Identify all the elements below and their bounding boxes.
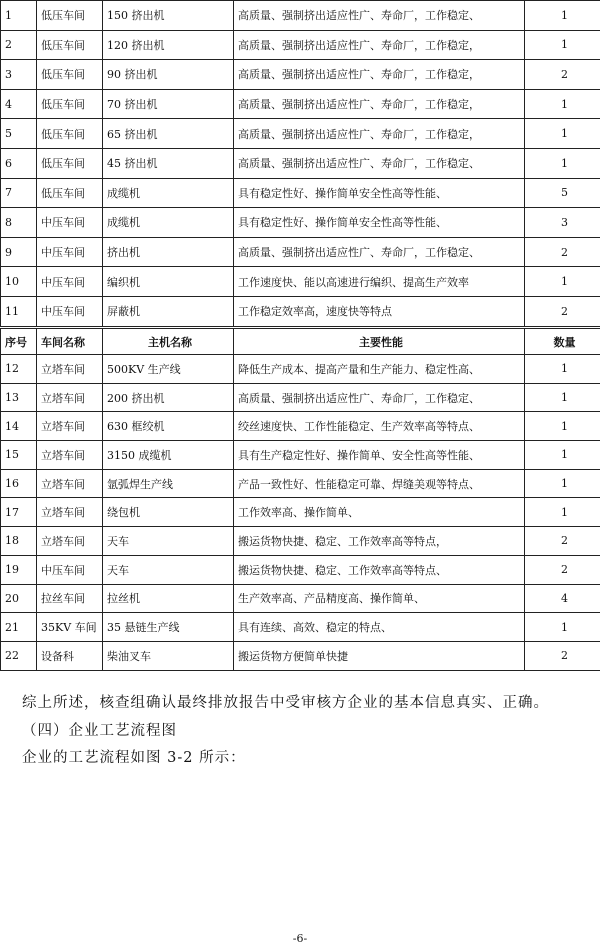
cell-qty: 3 bbox=[525, 208, 600, 238]
cell-workshop: 中压车间 bbox=[37, 296, 103, 326]
cell-no: 15 bbox=[1, 441, 37, 470]
cell-qty: 2 bbox=[525, 641, 600, 670]
cell-workshop: 立塔车间 bbox=[37, 527, 103, 556]
table-row bbox=[1, 469, 600, 498]
cell-performance: 具有稳定性好、操作简单安全性高等性能、 bbox=[234, 208, 525, 238]
cell-qty: 1 bbox=[525, 412, 600, 441]
cell-performance: 产品一致性好、性能稳定可靠、焊缝美观等特点、 bbox=[234, 469, 525, 498]
table-row bbox=[1, 355, 600, 384]
table-row bbox=[1, 30, 600, 60]
table-body-top bbox=[1, 1, 600, 327]
cell-qty: 1 bbox=[525, 383, 600, 412]
table-row bbox=[1, 60, 600, 90]
cell-machine: 65 挤出机 bbox=[103, 119, 234, 149]
cell-performance: 绞丝速度快、工作性能稳定、生产效率高等特点、 bbox=[234, 412, 525, 441]
cell-no: 3 bbox=[1, 60, 37, 90]
cell-machine: 120 挤出机 bbox=[103, 30, 234, 60]
cell-workshop: 设备科 bbox=[37, 641, 103, 670]
cell-qty: 1 bbox=[525, 119, 600, 149]
flow-intro-paragraph: 企业的工艺流程如图 3-2 所示： bbox=[22, 750, 246, 766]
cell-qty: 1 bbox=[525, 30, 600, 60]
table-row bbox=[1, 178, 600, 208]
cell-performance: 高质量、强制挤出适应性广、寿命厂，工作稳定， bbox=[234, 89, 525, 119]
cell-qty: 1 bbox=[525, 148, 600, 178]
table-row bbox=[1, 383, 600, 412]
cell-qty: 1 bbox=[525, 469, 600, 498]
table-row bbox=[1, 498, 600, 527]
cell-performance: 工作效率高、操作简单、 bbox=[234, 498, 525, 527]
cell-performance: 高质量、强制挤出适应性广、寿命厂，工作稳定、 bbox=[234, 383, 525, 412]
cell-no: 17 bbox=[1, 498, 37, 527]
equipment-table-bottom bbox=[0, 328, 600, 671]
cell-machine: 屏蔽机 bbox=[103, 296, 234, 326]
cell-machine: 编织机 bbox=[103, 267, 234, 297]
cell-no: 11 bbox=[1, 296, 37, 326]
cell-qty: 1 bbox=[525, 355, 600, 384]
cell-no: 18 bbox=[1, 527, 37, 556]
table-row bbox=[1, 613, 600, 642]
cell-qty: 1 bbox=[525, 1, 600, 31]
cell-performance: 生产效率高、产品精度高、操作简单、 bbox=[234, 584, 525, 613]
cell-machine: 630 框绞机 bbox=[103, 412, 234, 441]
cell-no: 1 bbox=[1, 1, 37, 31]
table-row bbox=[1, 555, 600, 584]
cell-qty: 4 bbox=[525, 584, 600, 613]
cell-workshop: 立塔车间 bbox=[37, 498, 103, 527]
cell-no: 4 bbox=[1, 89, 37, 119]
cell-workshop: 35KV 车间 bbox=[37, 613, 103, 642]
cell-performance: 高质量、强制挤出适应性广、寿命厂，工作稳定， bbox=[234, 30, 525, 60]
cell-no: 20 bbox=[1, 584, 37, 613]
cell-workshop: 低压车间 bbox=[37, 89, 103, 119]
page-number: -6- bbox=[292, 932, 308, 945]
table-row bbox=[1, 148, 600, 178]
cell-no: 22 bbox=[1, 641, 37, 670]
cell-machine: 挤出机 bbox=[103, 237, 234, 267]
cell-workshop: 拉丝车间 bbox=[37, 584, 103, 613]
table-header-row bbox=[1, 329, 600, 355]
cell-qty: 1 bbox=[525, 441, 600, 470]
cell-qty: 1 bbox=[525, 89, 600, 119]
cell-no: 16 bbox=[1, 469, 37, 498]
cell-performance: 高质量、强制挤出适应性广、寿命厂，工作稳定、 bbox=[234, 1, 525, 31]
cell-workshop: 低压车间 bbox=[37, 119, 103, 149]
cell-machine: 70 挤出机 bbox=[103, 89, 234, 119]
table-row bbox=[1, 641, 600, 670]
table-row bbox=[1, 1, 600, 31]
cell-workshop: 立塔车间 bbox=[37, 383, 103, 412]
table-row bbox=[1, 441, 600, 470]
cell-qty: 1 bbox=[525, 613, 600, 642]
cell-performance: 高质量、强制挤出适应性广、寿命厂，工作稳定、 bbox=[234, 148, 525, 178]
table-row bbox=[1, 89, 600, 119]
cell-machine: 柴油叉车 bbox=[103, 641, 234, 670]
cell-machine: 3150 成缆机 bbox=[103, 441, 234, 470]
table-row bbox=[1, 527, 600, 556]
cell-workshop: 低压车间 bbox=[37, 178, 103, 208]
table-row bbox=[1, 296, 600, 326]
cell-machine: 200 挤出机 bbox=[103, 383, 234, 412]
cell-no: 7 bbox=[1, 178, 37, 208]
cell-qty: 2 bbox=[525, 527, 600, 556]
cell-performance: 搬运货物快捷、稳定、工作效率高等特点、 bbox=[234, 555, 525, 584]
cell-machine: 150 挤出机 bbox=[103, 1, 234, 31]
cell-performance: 降低生产成本、提高产量和生产能力、稳定性高、 bbox=[234, 355, 525, 384]
cell-qty: 2 bbox=[525, 296, 600, 326]
cell-qty: 2 bbox=[525, 237, 600, 267]
header-qty: 数量 bbox=[525, 329, 600, 355]
equipment-table-top bbox=[0, 0, 600, 327]
cell-machine: 成缆机 bbox=[103, 208, 234, 238]
cell-machine: 天车 bbox=[103, 555, 234, 584]
cell-machine: 45 挤出机 bbox=[103, 148, 234, 178]
cell-workshop: 低压车间 bbox=[37, 60, 103, 90]
table-row bbox=[1, 237, 600, 267]
cell-qty: 2 bbox=[525, 555, 600, 584]
table-row bbox=[1, 267, 600, 297]
table-row bbox=[1, 208, 600, 238]
cell-performance: 高质量、强制挤出适应性广、寿命厂，工作稳定， bbox=[234, 60, 525, 90]
cell-no: 13 bbox=[1, 383, 37, 412]
cell-workshop: 立塔车间 bbox=[37, 469, 103, 498]
cell-machine: 90 挤出机 bbox=[103, 60, 234, 90]
cell-no: 6 bbox=[1, 148, 37, 178]
cell-machine: 35 悬链生产线 bbox=[103, 613, 234, 642]
cell-performance: 搬运货物方便简单快捷 bbox=[234, 641, 525, 670]
cell-qty: 5 bbox=[525, 178, 600, 208]
cell-workshop: 中压车间 bbox=[37, 237, 103, 267]
cell-performance: 工作速度快、能以高速进行编织、提高生产效率 bbox=[234, 267, 525, 297]
cell-performance: 高质量、强制挤出适应性广、寿命厂，工作稳定， bbox=[234, 119, 525, 149]
cell-workshop: 中压车间 bbox=[37, 555, 103, 584]
cell-machine: 绕包机 bbox=[103, 498, 234, 527]
cell-qty: 1 bbox=[525, 498, 600, 527]
cell-no: 2 bbox=[1, 30, 37, 60]
cell-no: 19 bbox=[1, 555, 37, 584]
cell-no: 14 bbox=[1, 412, 37, 441]
header-no: 序号 bbox=[1, 329, 37, 355]
cell-workshop: 低压车间 bbox=[37, 148, 103, 178]
cell-performance: 具有连续、高效、稳定的特点、 bbox=[234, 613, 525, 642]
cell-performance: 具有生产稳定性好、操作简单、安全性高等性能、 bbox=[234, 441, 525, 470]
cell-no: 5 bbox=[1, 119, 37, 149]
cell-no: 8 bbox=[1, 208, 37, 238]
cell-qty: 2 bbox=[525, 60, 600, 90]
cell-qty: 1 bbox=[525, 267, 600, 297]
cell-machine: 拉丝机 bbox=[103, 584, 234, 613]
cell-performance: 高质量、强制挤出适应性广、寿命厂，工作稳定、 bbox=[234, 237, 525, 267]
cell-workshop: 立塔车间 bbox=[37, 441, 103, 470]
table-row bbox=[1, 119, 600, 149]
table-row bbox=[1, 412, 600, 441]
table-body-bottom bbox=[1, 355, 600, 671]
cell-workshop: 低压车间 bbox=[37, 1, 103, 31]
section-heading: （四）企业工艺流程图 bbox=[22, 723, 177, 739]
cell-workshop: 低压车间 bbox=[37, 30, 103, 60]
cell-machine: 天车 bbox=[103, 527, 234, 556]
cell-no: 21 bbox=[1, 613, 37, 642]
cell-workshop: 中压车间 bbox=[37, 267, 103, 297]
cell-workshop: 立塔车间 bbox=[37, 355, 103, 384]
cell-workshop: 中压车间 bbox=[37, 208, 103, 238]
cell-performance: 工作稳定效率高，速度快等特点 bbox=[234, 296, 525, 326]
cell-machine: 氩弧焊生产线 bbox=[103, 469, 234, 498]
cell-performance: 具有稳定性好、操作简单安全性高等性能、 bbox=[234, 178, 525, 208]
cell-machine: 500KV 生产线 bbox=[103, 355, 234, 384]
table-row bbox=[1, 584, 600, 613]
header-machine: 主机名称 bbox=[103, 329, 234, 355]
summary-paragraph: 综上所述，核查组确认最终排放报告中受审核方企业的基本信息真实、正确。 bbox=[22, 695, 549, 711]
cell-performance: 搬运货物快捷、稳定、工作效率高等特点， bbox=[234, 527, 525, 556]
cell-no: 9 bbox=[1, 237, 37, 267]
header-performance: 主要性能 bbox=[234, 329, 525, 355]
cell-no: 10 bbox=[1, 267, 37, 297]
header-workshop: 车间名称 bbox=[37, 329, 103, 355]
cell-no: 12 bbox=[1, 355, 37, 384]
cell-machine: 成缆机 bbox=[103, 178, 234, 208]
cell-workshop: 立塔车间 bbox=[37, 412, 103, 441]
